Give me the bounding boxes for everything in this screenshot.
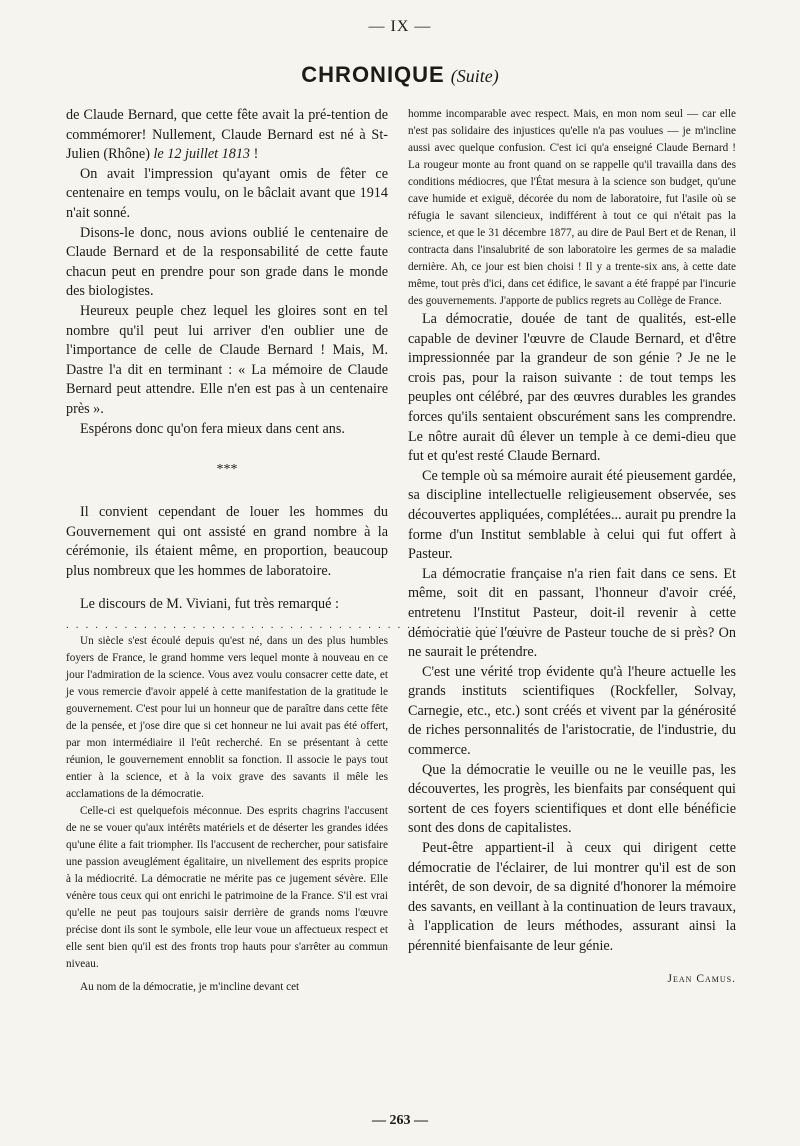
paragraph: On avait l'impression qu'ayant omis de fêter ce centenaire en temps voulu, on le bâclait avant que 1914 n'ait sonné. (66, 165, 388, 221)
page-number: — 263 — (372, 1113, 428, 1128)
right-column (408, 106, 736, 985)
quoted-speech: homme incomparable avec respect. Mais, en mon nom seul — car elle n'est pas solidaire des injustices qu'elle n'a pas voulues — je m'incline aussi avec quelque confusion. C'est ici qu'a enseigné Claude Bernard ! La rougeur monte au front quand on se rappelle qu'il travailla dans des conditions médiocres, que l'État mesura à la science son budget, qu'une cave humide et exiguë, décorée du nom de laboratoire, fut l'asile où se réfugia le savant silencieux, indifférent à tout ce qui n'était pas la science, et que le 31 décembre 1877, au dire de Paul Bert et de Renan, il contracta dans l'insalubrité de son laboratoire les germes de sa maladie dernière. Ah, ce jour est bien choisi ! Il y a trente-six ans, à cette date même, tout près d'ici, dans cet édifice, le savant a été frappé par l'incurie des gouvernements. J'apporte de publics regrets au Collège de France. (408, 108, 736, 307)
text-run: de Claude Bernard, que cette fête avait la pré-tention de commémorer! Nullement, Claude Bernard est né à St-Julien (Rhône) (66, 107, 388, 163)
left-column (66, 106, 534, 996)
paragraph: La démocratie française n'a rien fait dans ce sens. Et même, soit dit en passant, l'honneur d'avoir créé, entretenu l'Institut Pasteur, doit-il revenir à cette démocratie que l'œuvre de Pasteur touche de si près? On ne saurait le prétendre. (408, 565, 736, 661)
quoted-speech: Celle-ci est quelquefois méconnue. Des esprits chagrins l'accusent de ne se vouer qu'aux intérêts matériels et de déserter les grandes idées qu'une élite a fait triompher. Ils l'accusent de rechercher, pour satisfaire une passion aveuglément égalitaire, un nivellement des esprits propice à la médiocrité. La démocratie ne mérite pas ce jugement sévère. Elle vénère tous ceux qui ont enrichi le patrimoine de la France. S'il est vrai qu'elle ne peut pas toujours saisir derrière de grands noms l'œuvre précise dont ils sont le symbole, elle leur voue un affectueux respect et elle sent bien qu'il est des fronts trop hauts pour s'arrêter au commun niveau. (66, 805, 388, 971)
quoted-speech: Un siècle s'est écoulé depuis qu'est né, dans un des plus humbles foyers de France, le grand homme vers lequel monte à nouveau en ce jour l'admiration de la science. Vous avez voulu consacrer cette date, et je vous remercie d'avoir appelé à cette manifestation de la gratitude le gouvernement. C'est pour lui un honneur que de paraître dans cette fête de la pensée, et j'ose dire que si cet honneur ne lui avait pas été offert, par mon intermédiaire il l'eût recherché. En se présentant à cette réunion, le gouvernement ennoblit sa fonction. Il associe le pays tout entier à la science, et à la voix grave des savants il mêle les acclamations de la démocratie. (66, 635, 388, 801)
paragraph: Le discours de M. Viviani, fut très remarqué : (80, 596, 339, 613)
chronicle-heading (0, 62, 800, 88)
paragraph: Disons-le donc, nous avions oublié le centenaire de Claude Bernard et de la responsabilité de cette faute chacun peut en prendre pour son grade dans le monde des biologistes. (66, 224, 388, 300)
paragraph: Peut-être appartient-il à ceux qui dirigent cette démocratie de l'éclairer, de lui montrer qu'il est de son intérêt, de son devoir, de sa dignité d'honorer la mémoire des savants, en veillant à la continuation de leurs travaux, à l'application de leurs méthodes, assurant ainsi la pérennité bienfaisante de leur génie. (408, 840, 736, 954)
page-title: CHRONIQUE (301, 62, 445, 87)
paragraph: Espérons donc qu'on fera mieux dans cent ans. (80, 420, 345, 437)
author-signature: Jean Camus. (667, 972, 736, 985)
paragraph: Il convient cependant de louer les hommes du Gouvernement qui ont assisté en grand nombre à la cérémonie, ils étaient même, en proportion, beaucoup plus nombreux que les hommes de laboratoire. (66, 504, 388, 579)
paragraph (66, 106, 388, 165)
quoted-speech: Au nom de la démocratie, je m'incline devant cet (80, 981, 300, 994)
ellipsis-dots: ................................................ (66, 619, 534, 632)
page-subtitle: (Suite) (450, 66, 499, 86)
birth-date: le 12 juillet 1813 (153, 146, 251, 163)
asterism-separator: *** (216, 462, 238, 478)
paragraph: Ce temple où sa mémoire aurait été pieusement gardée, sa discipline intellectuelle religieusement observée, ses découvertes appliquées, complétées... aurait pu prendre la forme d'un Institut semblable à celui qui fut offert à Pasteur. (408, 467, 736, 563)
paragraph: Que la démocratie le veuille ou ne le veuille pas, les découvertes, les progrès, les bienfaits par conséquent qui sortent de ces foyers scientifiques et dont elle bénéficie sont des dons de capitalistes. (408, 761, 736, 837)
paragraph: La démocratie, douée de tant de qualités, est-elle capable de deviner l'œuvre de Claude Bernard, et d'être impressionnée par la grandeur de son génie ? Je ne le crois pas, pour la raison suivante : de tout temps les peuples ont célébré, par des œuvres durables les grandes forces qu'ils sentaient obscurément sans les comprendre. Le nôtre aurait dû élever un temple à ce demi-dieu que fut et qu'est resté Claude Bernard. (408, 311, 736, 465)
paragraph: C'est une vérité trop évidente qu'à l'heure actuelle les grands instituts scientifiques (Rockfeller, Solvay, Carnegie, etc., etc.) sont créés et vivent par la générosité de riches personnalités de l'aristocratie, de l'industrie, du commerce. (408, 663, 736, 759)
spacer (66, 581, 388, 595)
text-run: ! (250, 146, 259, 163)
paragraph: Heureux peuple chez lequel les gloires sont en tel nombre qu'il peut lui arriver d'en oublier une de l'importance de celle de Claude Bernard ! Mais, M. Dastre l'a dit en terminant : « La mémoire de Claude Bernard peut attendre. Elle n'en est pas à un centenaire près ». (66, 302, 388, 417)
roman-folio: — IX — (368, 18, 432, 35)
